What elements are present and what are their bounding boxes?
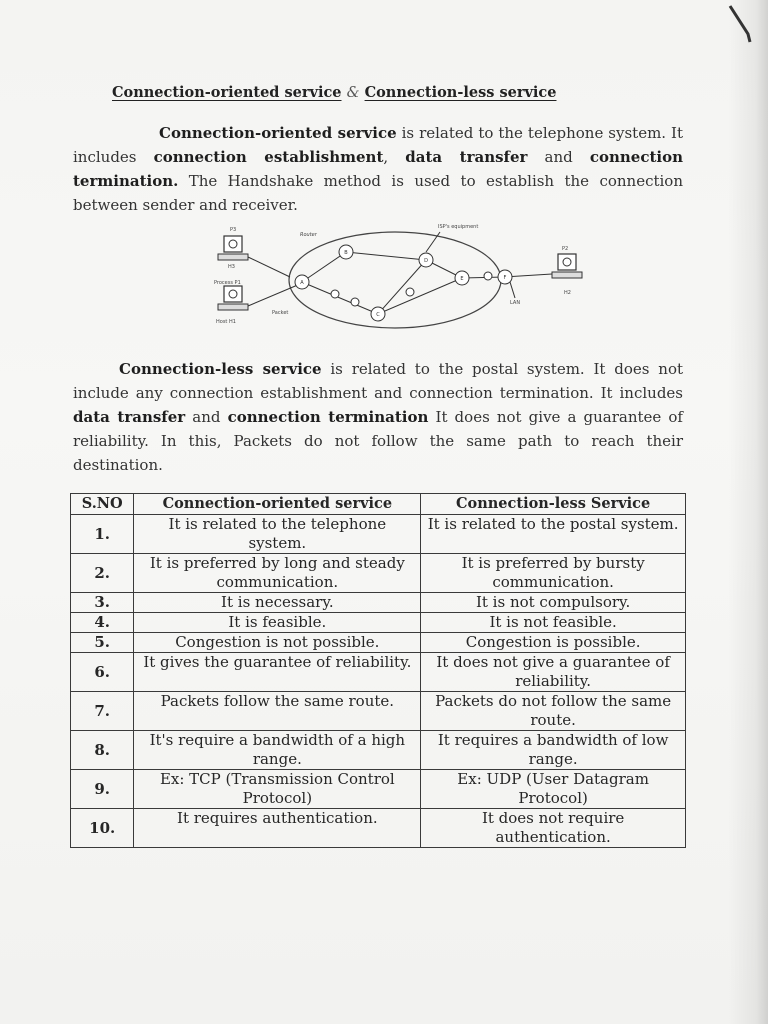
table-row <box>71 731 686 770</box>
table-row <box>71 554 686 593</box>
cell-sno: 2. <box>71 554 134 593</box>
cell-less: It does not give a guarantee of reliability. <box>421 653 686 692</box>
cell-less: Congestion is possible. <box>421 633 686 653</box>
label-host: Host H1 <box>216 319 236 325</box>
bold-term: Connection-less service <box>119 360 322 378</box>
node-label: C <box>376 312 380 318</box>
table-row <box>71 515 686 554</box>
cell-oriented: Congestion is not possible. <box>134 633 421 653</box>
title-ampersand: & <box>346 85 360 101</box>
cell-less: It is not compulsory. <box>421 593 686 613</box>
cell-less: It is not feasible. <box>421 613 686 633</box>
cell-less: It is related to the postal system. <box>421 515 686 554</box>
bold-term: connection termination. <box>73 148 684 190</box>
label-isp: ISP's equipment <box>438 224 479 230</box>
cell-oriented: It's require a bandwidth of a high range. <box>134 731 421 770</box>
text-run: , <box>383 148 406 166</box>
cell-less: Ex: UDP (User Datagram Protocol) <box>421 770 686 809</box>
cell-sno: 1. <box>71 515 134 554</box>
node-label: E <box>460 276 464 282</box>
cell-sno: 9. <box>71 770 134 809</box>
bold-term: connection termination <box>227 408 429 426</box>
text-run: is related to the postal system. It does not include any connection establishment and connection termination. It includes <box>73 360 684 402</box>
host-h3-computer-icon <box>218 236 248 260</box>
bold-term: data transfer <box>73 408 186 426</box>
label-router: Router <box>300 232 317 238</box>
cell-less: It is preferred by bursty communication. <box>421 554 686 593</box>
label-h3: H3 <box>228 264 235 270</box>
table-row <box>71 633 686 653</box>
label-process: Process P1 <box>214 280 241 286</box>
cell-less: It does not require authentication. <box>421 809 686 848</box>
title-left: Connection-oriented service <box>112 84 342 101</box>
table-row <box>71 593 686 613</box>
node-label: F <box>503 275 507 281</box>
cell-sno: 10. <box>71 809 134 848</box>
node-label: D <box>424 258 428 264</box>
table-row <box>71 692 686 731</box>
text-run: and <box>527 148 590 166</box>
cell-sno: 5. <box>71 633 134 653</box>
network-diagram <box>210 222 590 332</box>
table-row <box>71 809 686 848</box>
cell-sno: 8. <box>71 731 134 770</box>
comparison-table <box>70 493 686 848</box>
table-header-row <box>71 494 686 515</box>
node-label: A <box>300 280 304 286</box>
cell-oriented: Packets follow the same route. <box>134 692 421 731</box>
title-right: Connection-less service <box>364 84 557 101</box>
cell-less: It requires a bandwidth of low range. <box>421 731 686 770</box>
header-connection-oriented: Connection-oriented service <box>134 494 421 515</box>
bold-term: Connection-oriented service <box>159 124 397 142</box>
host-h2-computer-icon <box>552 254 582 278</box>
text-run: It does not give a guarantee of reliability. In this, Packets do not follow the same path to reach their destination. <box>73 408 683 474</box>
cell-oriented: It is necessary. <box>134 593 421 613</box>
cell-sno: 3. <box>71 593 134 613</box>
label-h2: H2 <box>564 290 571 296</box>
page-edge-shadow <box>728 0 768 1024</box>
label-p2: P2 <box>562 246 569 252</box>
text-run: and <box>185 408 228 426</box>
paragraph-connection-less <box>73 357 683 477</box>
bold-term: data transfer <box>405 148 528 166</box>
label-p3: P3 <box>230 227 237 233</box>
header-sno: S.NO <box>71 494 134 515</box>
label-lan: LAN <box>510 300 521 306</box>
bold-term: connection establishment <box>153 148 384 166</box>
header-connection-less: Connection-less Service <box>421 494 686 515</box>
cell-less: Packets do not follow the same route. <box>421 692 686 731</box>
cell-oriented: It is preferred by long and steady communication. <box>134 554 421 593</box>
table-row <box>71 613 686 633</box>
node-label: B <box>344 250 348 256</box>
page-title <box>112 84 652 101</box>
cell-sno: 4. <box>71 613 134 633</box>
label-packet: Packet <box>272 310 289 316</box>
cell-oriented: It is feasible. <box>134 613 421 633</box>
text-run: The Handshake method is used to establish the connection between sender and receiver. <box>73 172 683 214</box>
cell-oriented: It is related to the telephone system. <box>134 515 421 554</box>
cell-sno: 6. <box>71 653 134 692</box>
cell-oriented: Ex: TCP (Transmission Control Protocol) <box>134 770 421 809</box>
text-run: is related to the telephone system. It includes <box>73 124 683 166</box>
cell-oriented: It gives the guarantee of reliability. <box>134 653 421 692</box>
cell-oriented: It requires authentication. <box>134 809 421 848</box>
table-row <box>71 653 686 692</box>
paragraph-connection-oriented <box>73 121 683 217</box>
cell-sno: 7. <box>71 692 134 731</box>
table-row <box>71 770 686 809</box>
corner-fold-mark <box>720 4 760 44</box>
host-h1-computer-icon <box>218 286 248 310</box>
